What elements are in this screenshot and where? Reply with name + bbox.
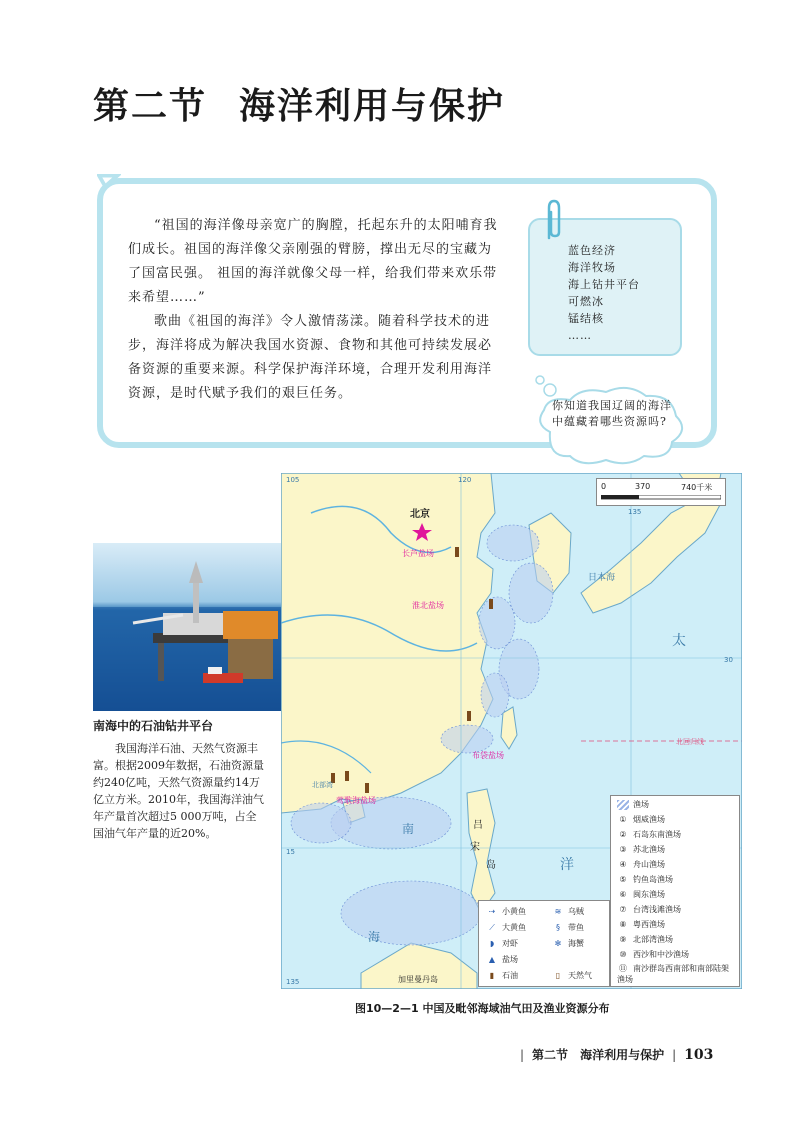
scale-label: 0 <box>601 482 607 491</box>
sea-label: 日本海 <box>588 573 616 583</box>
island-label: 吕 <box>473 820 483 831</box>
legend-row: ② 石岛东南渔场 <box>619 829 681 839</box>
note-item: 蓝色经济 <box>568 244 616 257</box>
section-number: 第二节 <box>93 86 208 127</box>
grid-label: 15 <box>286 848 295 856</box>
salt-field-label: 淮北盐场 <box>412 601 444 610</box>
frame-notch <box>97 174 121 194</box>
island-label: 岛 <box>486 860 496 871</box>
fish-icon: ⇢ <box>488 907 496 916</box>
intro-paragraph-1: “祖国的海洋像母亲宽广的胸膛，托起东升的太阳哺育我们成长。祖国的海洋像父亲刚强的臂膀，撑出无尽的宝藏为了国富民强。 祖国的海洋就像父母一样，给我们带来欢乐带来希望……” <box>128 218 498 305</box>
footer-title: 海洋利用与保护 <box>580 1048 665 1062</box>
salt-field-label: 莺歌海盐场 <box>336 796 376 805</box>
resource-text: 我国海洋石油、天然气资源丰富。根据2009年数据，石油资源量约240亿吨，天然气资源量约14万亿立方米。2010年，我国海洋油气年产量首次超过5 000万吨，占全国油气年产量的近20%。 <box>93 742 264 840</box>
ocean-label: 洋 <box>560 857 574 873</box>
triangle-icon: ▲ <box>488 955 496 964</box>
note-item: …… <box>568 329 592 342</box>
squid-icon: ≋ <box>554 907 562 916</box>
scale-label: 740千米 <box>681 483 713 492</box>
legend-row: ⑦ 台湾浅滩渔场 <box>619 904 681 914</box>
legend-row: ④ 舟山渔场 <box>619 859 665 869</box>
legend-item: ◗ 对虾 <box>485 938 518 949</box>
capital-label: 北京 <box>410 509 430 520</box>
resource-paragraph <box>93 740 265 842</box>
legend-row: ⑥ 闽东渔场 <box>619 889 665 899</box>
fishing-legend <box>610 795 740 987</box>
note-item: 锰结核 <box>568 312 604 325</box>
section-title: 海洋利用与保护 <box>239 86 506 127</box>
note-item: 海洋牧场 <box>568 261 616 274</box>
fish-icon: § <box>556 923 560 932</box>
page-title <box>93 78 505 129</box>
map-scale <box>596 478 726 506</box>
legend-item: ⟋ 大黄鱼 <box>485 922 526 933</box>
resource-legend <box>478 900 610 987</box>
shrimp-icon: ◗ <box>489 939 495 948</box>
legend-item: ▮ 石油 <box>485 970 518 981</box>
legend-item: ⇢ 小黄鱼 <box>485 906 526 917</box>
island-label: 宋 <box>470 842 480 853</box>
sea-label: 海 <box>368 930 381 944</box>
crab-icon: ✻ <box>554 939 562 948</box>
gas-icon: ▯ <box>555 971 561 980</box>
legend-row: ⑨ 北部湾渔场 <box>619 934 673 944</box>
divider: | <box>520 1048 525 1062</box>
map-caption: 图10—2—1 中国及毗邻海域油气田及渔业资源分布 <box>355 1002 610 1015</box>
footer-section: 第二节 <box>532 1048 569 1062</box>
legend-item: ▲ 盐场 <box>485 954 518 965</box>
legend-item: ▯ 天然气 <box>551 970 592 981</box>
oil-icon: ▮ <box>489 971 495 980</box>
scale-label: 370 <box>635 482 651 491</box>
salt-field-label: 长芦盐场 <box>402 549 434 558</box>
tropic-label: 北回归线 <box>676 738 704 746</box>
paperclip-icon <box>541 198 567 242</box>
fish-icon: ⟋ <box>489 923 495 932</box>
legend-row: ⑧ 粤西渔场 <box>619 919 665 929</box>
island-label: 加里曼丹岛 <box>398 975 438 984</box>
intro-text <box>128 214 498 406</box>
grid-label: 135 <box>286 978 300 986</box>
legend-row: ⑪ 南沙群岛西南部和南部陆架渔场 <box>617 964 729 984</box>
legend-row: ③ 苏北渔场 <box>619 844 665 854</box>
intro-paragraph-2: 歌曲《祖国的海洋》令人激情荡漾。随着科学技术的进步，海洋将成为解决我国水资源、食物和其他可持续发展必备资源的重要来源。科学保护海洋环境，合理开发利用海洋资源，是时代赋予我们的艰巨任务。 <box>128 314 493 401</box>
question-text: 你知道我国辽阔的海洋中蕴藏着哪些资源吗? <box>552 399 672 428</box>
divider: | <box>672 1048 677 1062</box>
legend-item: ≋ 乌贼 <box>551 906 584 917</box>
legend-row: ⑩ 西沙和中沙渔场 <box>619 949 689 959</box>
grid-label: 120 <box>458 476 472 484</box>
grid-label: 105 <box>286 476 300 484</box>
sea-label: 南 <box>402 822 415 836</box>
legend-item: § 带鱼 <box>551 922 584 933</box>
legend-row: 渔场 <box>617 799 649 810</box>
salt-field-label: 布袋盐场 <box>472 751 504 760</box>
page-number: 103 <box>684 1047 714 1063</box>
legend-item: ✻ 海蟹 <box>551 938 584 949</box>
page-footer <box>512 1046 713 1063</box>
ocean-label: 太 <box>672 633 686 649</box>
note-item: 海上钻井平台 <box>568 278 640 291</box>
photo-caption: 南海中的石油钻井平台 <box>93 719 214 733</box>
legend-row: ⑤ 钓鱼岛渔场 <box>619 874 673 884</box>
hatch-icon <box>617 800 629 810</box>
legend-row: ① 烟威渔场 <box>619 814 665 824</box>
note-item: 可燃冰 <box>568 295 604 308</box>
gulf-label: 北部湾 <box>312 781 333 789</box>
grid-label: 30 <box>724 656 733 664</box>
grid-label: 135 <box>628 508 642 516</box>
